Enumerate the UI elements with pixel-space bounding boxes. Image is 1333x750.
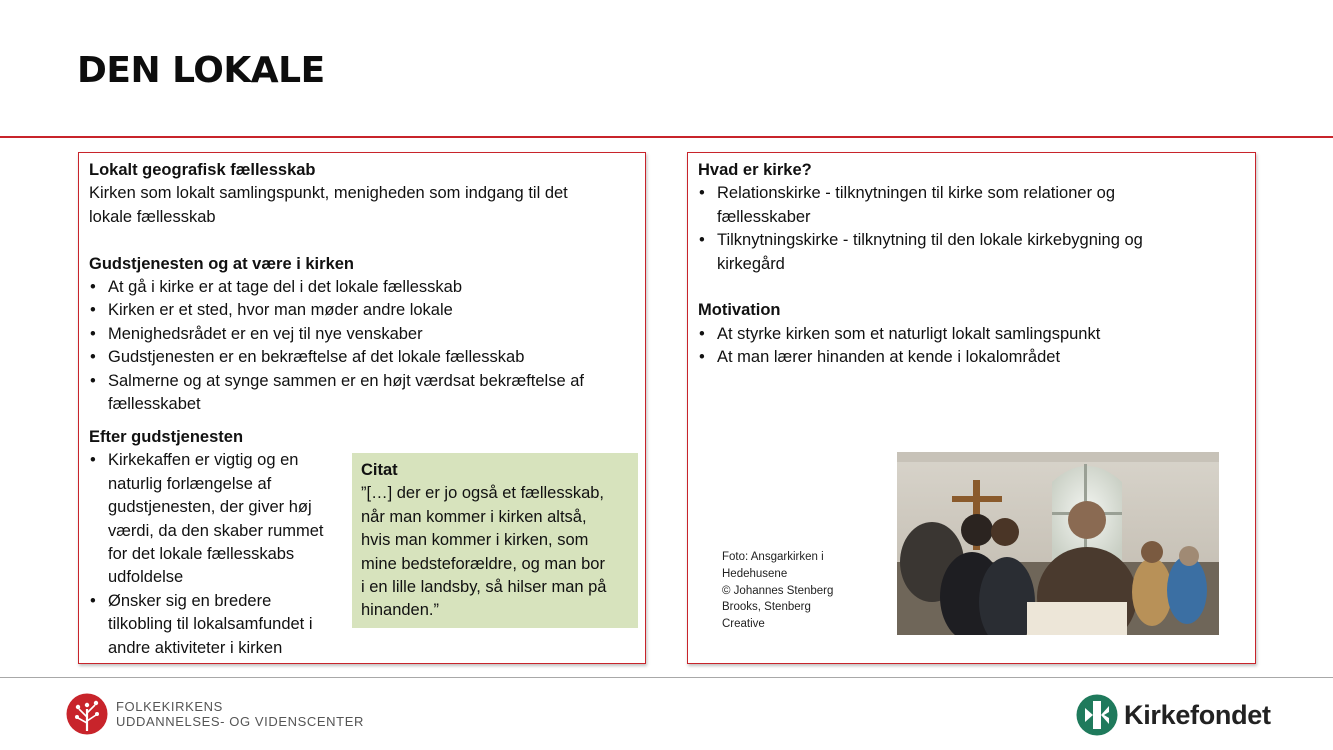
list-item-line: kirkegård <box>717 254 785 273</box>
list-item-line: andre aktiviteter i kirken <box>108 638 283 657</box>
heading-efter-gudstjenesten: Efter gudstjenesten <box>89 428 244 446</box>
list-item-line: fællesskaber <box>717 207 811 226</box>
logo-line: UDDANNELSES- OG VIDENSCENTER <box>116 714 364 729</box>
page-title: DEN LOKALE <box>77 50 325 91</box>
heading-gudstjenesten: Gudstjenesten og at være i kirken <box>89 254 354 273</box>
quote-line: ”[…] der er jo også et fællesskab, <box>361 484 605 503</box>
list-item-line: Kirkekaffen er vigtig og en <box>108 451 299 470</box>
right-text <box>698 159 1248 370</box>
list-item-line: værdi, da den skaber rummet <box>108 521 324 540</box>
list-item-line: fællesskabet <box>108 395 201 414</box>
list-item <box>698 182 1248 229</box>
quote-box <box>352 453 638 628</box>
logo-line: FOLKEKIRKENS <box>116 699 223 714</box>
credit-line: Foto: Ansgarkirken i <box>722 551 824 563</box>
left-logo-text <box>116 699 364 729</box>
motivation-list <box>698 323 1248 370</box>
quote-line: hinanden.” <box>361 601 439 620</box>
quote-heading: Citat <box>361 461 398 479</box>
church-gathering-photo <box>897 452 1219 635</box>
list-item <box>89 449 349 589</box>
list-item-line: Relationskirke - tilknytningen til kirke som relationer og <box>717 184 1115 203</box>
kirke-list <box>698 182 1248 276</box>
list-item-line: for det lokale fællesskabs <box>108 545 295 564</box>
credit-line: Brooks, Stenberg <box>722 601 811 614</box>
list-item <box>698 229 1248 276</box>
list-item-line: tilkobling til lokalsamfundet i <box>108 615 313 634</box>
list-item: • Gudstjenesten er en bekræftelse af det lokale fællesskab <box>89 346 639 369</box>
quote-line: mine bedsteforældre, og man bor <box>361 554 605 573</box>
list-item-line: Ønsker sig en bredere <box>108 591 272 610</box>
quote-line: i en lille landsby, så hilser man på <box>361 578 607 597</box>
list-item-line: Salmerne og at synge sammen er en højt værdsat bekræftelse af <box>108 371 584 390</box>
right-logo-text: Kirkefondet <box>1124 700 1271 730</box>
credit-line: Hedehusene <box>722 567 788 580</box>
list-item <box>89 370 639 417</box>
credit-line: © Johannes Stenberg <box>722 584 834 597</box>
list-item: • At styrke kirken som et naturligt lokalt samlingspunkt <box>698 323 1248 346</box>
list-item <box>89 590 349 660</box>
quote-line: når man kommer i kirken altså, <box>361 507 587 526</box>
heading-motivation: Motivation <box>698 301 781 320</box>
tree-logo-icon <box>66 693 108 735</box>
heading-lokalt-faellesskab: Lokalt geografisk fællesskab <box>89 161 316 179</box>
list-item-line: gudstjenesten, der giver høj <box>108 498 312 517</box>
list-item: • Menighedsrådet er en vej til nye venskaber <box>89 323 639 346</box>
cross-circle-logo-icon <box>1076 694 1118 736</box>
credit-line: Creative <box>722 618 765 631</box>
list-item: • At gå i kirke er at tage del i det lokale fællesskab <box>89 276 639 299</box>
heading-hvad-er-kirke: Hvad er kirke? <box>698 161 812 179</box>
quote-line: hvis man kommer i kirken, som <box>361 531 589 550</box>
list-item-line: naturlig forlængelse af <box>108 474 272 493</box>
gudstjenesten-list <box>89 276 639 416</box>
photo-credit <box>722 549 833 633</box>
bottom-divider <box>0 677 1333 678</box>
left-lower-text <box>89 426 349 660</box>
left-upper-text <box>89 159 639 416</box>
list-item-line: udfoldelse <box>108 568 184 587</box>
text-line: lokale fællesskab <box>89 207 216 226</box>
top-divider <box>0 136 1333 138</box>
text-line: Kirken som lokalt samlingspunkt, menigheden som indgang til det <box>89 184 568 203</box>
efter-list <box>89 449 349 660</box>
list-item: • Kirken er et sted, hvor man møder andre lokale <box>89 299 639 322</box>
list-item: • At man lærer hinanden at kende i lokalområdet <box>698 346 1248 369</box>
list-item-line: Tilknytningskirke - tilknytning til den lokale kirkebygning og <box>717 231 1143 250</box>
